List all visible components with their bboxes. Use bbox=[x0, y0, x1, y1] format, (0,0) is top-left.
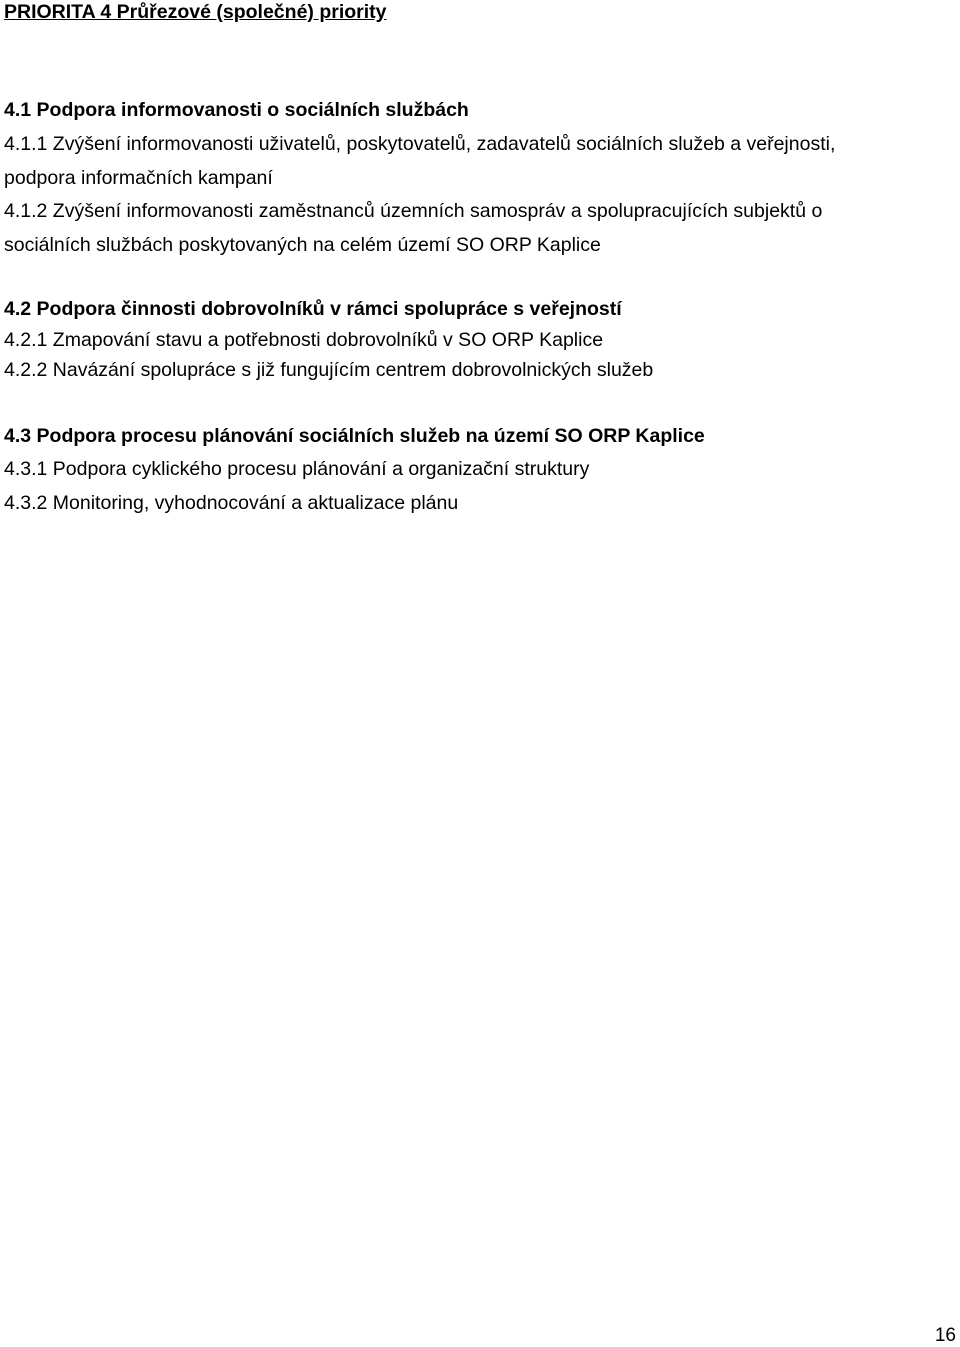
section-heading-4-3: 4.3 Podpora procesu plánování sociálních služeb na území SO ORP Kaplice bbox=[4, 425, 705, 447]
section-heading-4-2: 4.2 Podpora činnosti dobrovolníků v rámci spolupráce s veřejností bbox=[4, 298, 622, 320]
item-4-3-2: 4.3.2 Monitoring, vyhodnocování a aktualizace plánu bbox=[4, 492, 459, 514]
section-heading-4-1: 4.1 Podpora informovanosti o sociálních službách bbox=[4, 99, 469, 121]
item-4-2-1: 4.2.1 Zmapování stavu a potřebnosti dobrovolníků v SO ORP Kaplice bbox=[4, 329, 604, 351]
item-4-1-1-line-2: podpora informačních kampaní bbox=[4, 167, 273, 189]
priority-title: PRIORITA 4 Průřezové (společné) priority bbox=[4, 1, 387, 23]
item-4-2-2: 4.2.2 Navázání spolupráce s již fungujícím centrem dobrovolnických služeb bbox=[4, 359, 654, 381]
item-4-3-1: 4.3.1 Podpora cyklického procesu plánování a organizační struktury bbox=[4, 458, 590, 480]
item-4-1-2-line-1: 4.1.2 Zvýšení informovanosti zaměstnanců územních samospráv a spolupracujících subjektů o bbox=[4, 200, 823, 222]
item-4-1-1-line-1: 4.1.1 Zvýšení informovanosti uživatelů, poskytovatelů, zadavatelů sociálních služeb a veřejnosti, bbox=[4, 133, 836, 155]
item-4-1-2-line-2: sociálních službách poskytovaných na celém území SO ORP Kaplice bbox=[4, 234, 601, 256]
page-number: 16 bbox=[934, 1325, 956, 1346]
